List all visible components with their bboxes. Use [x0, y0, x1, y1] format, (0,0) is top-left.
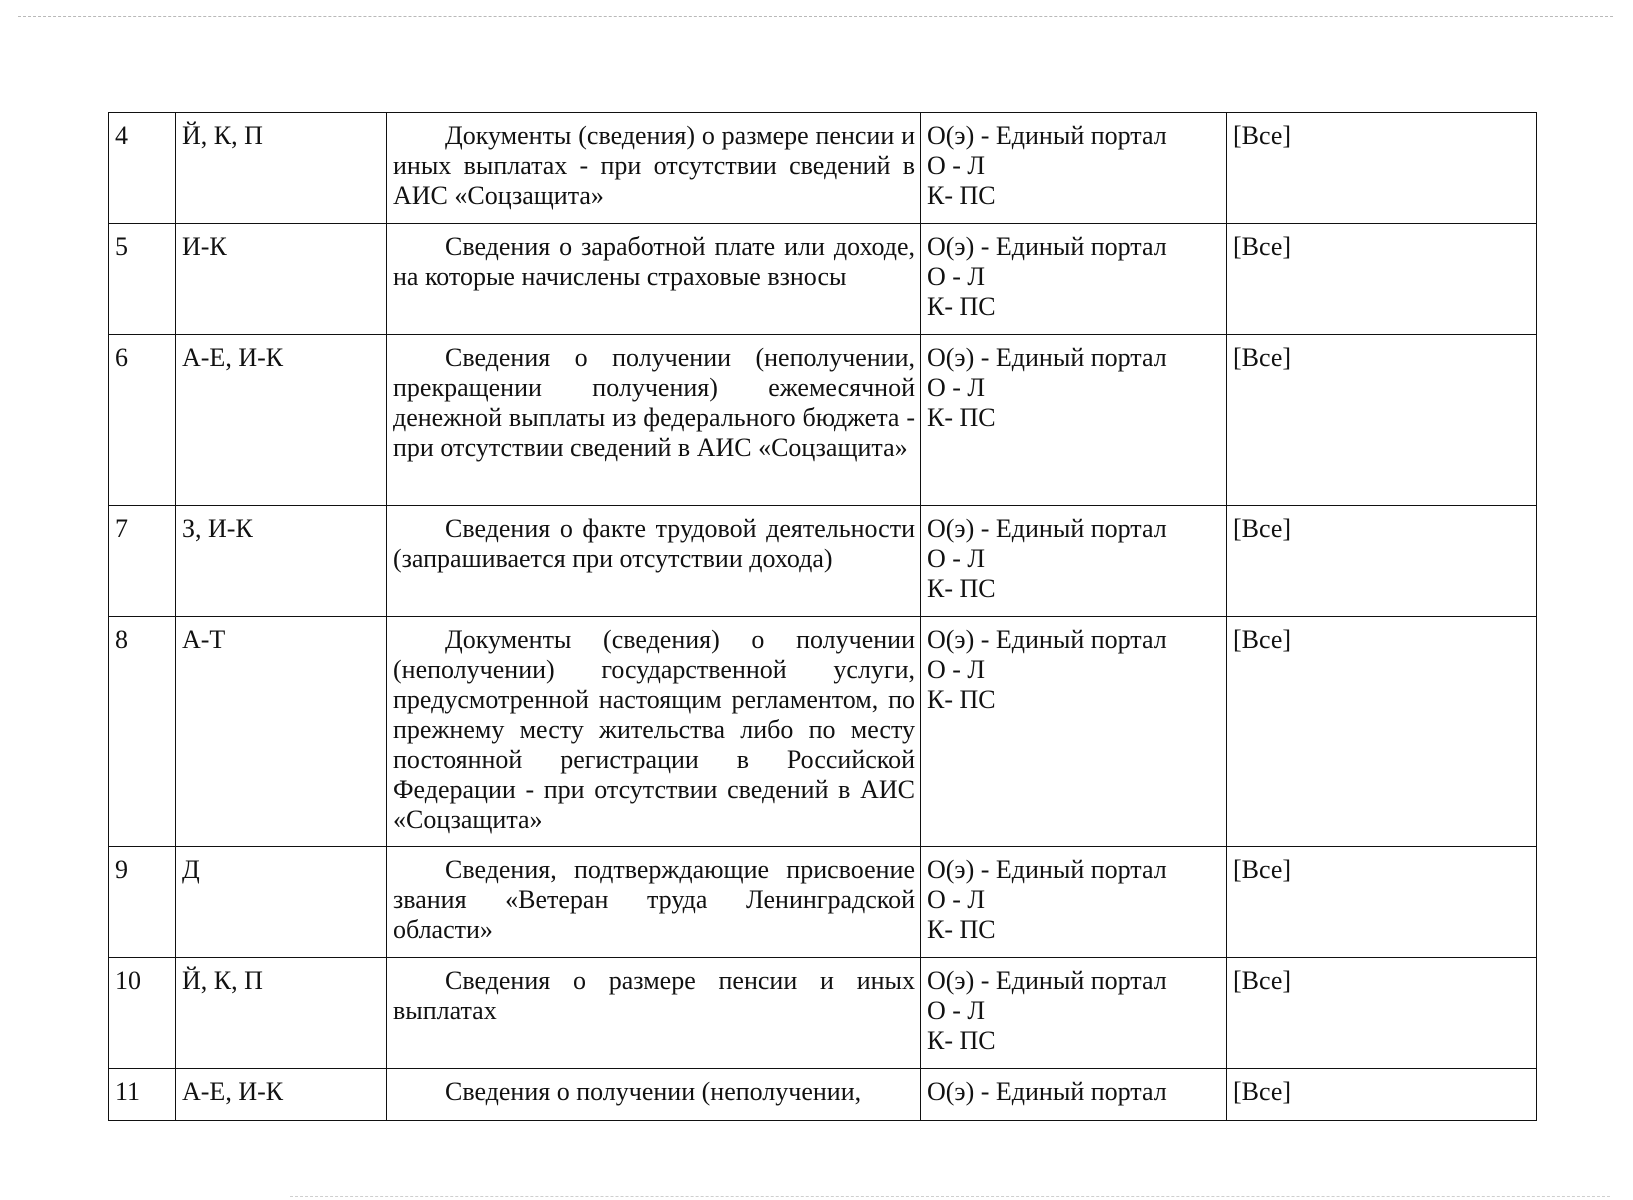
applicability: [Все] [1227, 113, 1537, 224]
submission-methods [921, 847, 1227, 958]
category-codes: Й, К, П [176, 113, 387, 224]
row-number: 5 [109, 224, 176, 335]
method-line: К- ПС [927, 403, 996, 432]
row-number: 4 [109, 113, 176, 224]
documents-table [108, 112, 1537, 1121]
method-line: О(э) - Единый портал [927, 343, 1167, 372]
submission-methods [921, 506, 1227, 617]
method-line: О - Л [927, 262, 986, 291]
row-number: 7 [109, 506, 176, 617]
category-codes: А-Т [176, 617, 387, 847]
row-number: 6 [109, 335, 176, 506]
category-codes: А-Е, И-К [176, 335, 387, 506]
submission-methods [921, 958, 1227, 1069]
document-description: Сведения о заработной плате или доходе, на которые начислены страховые взносы [387, 224, 921, 335]
category-codes: А-Е, И-К [176, 1069, 387, 1121]
document-description: Документы (сведения) о размере пенсии и иных выплатах - при отсутствии сведений в АИС «Соцзащита» [387, 113, 921, 224]
method-line: О - Л [927, 996, 986, 1025]
submission-methods [921, 113, 1227, 224]
row-number: 9 [109, 847, 176, 958]
table-row [109, 224, 1537, 335]
row-number: 8 [109, 617, 176, 847]
table-row [109, 847, 1537, 958]
method-line: К- ПС [927, 1026, 996, 1055]
method-line: О(э) - Единый портал [927, 966, 1167, 995]
scan-edge-bottom [290, 1196, 1610, 1197]
method-line: К- ПС [927, 574, 996, 603]
document-description: Сведения о факте трудовой деятельности (запрашивается при отсутствии дохода) [387, 506, 921, 617]
method-line: К- ПС [927, 685, 996, 714]
method-line: О(э) - Единый портал [927, 232, 1167, 261]
submission-methods [921, 1069, 1227, 1121]
document-description: Сведения о получении (неполучении, прекращении получения) ежемесячной денежной выплаты из федерального бюджета - при отсутствии сведений в АИС «Соцзащита» [387, 335, 921, 506]
document-description: Сведения о получении (неполучении, [387, 1069, 921, 1121]
table-row [109, 1069, 1537, 1121]
method-line: О - Л [927, 151, 986, 180]
table-row [109, 335, 1537, 506]
category-codes: Й, К, П [176, 958, 387, 1069]
scan-edge-top [18, 16, 1613, 17]
category-codes: З, И-К [176, 506, 387, 617]
method-line: О(э) - Единый портал [927, 855, 1167, 884]
category-codes: И-К [176, 224, 387, 335]
method-line: О - Л [927, 373, 986, 402]
method-line: О - Л [927, 544, 986, 573]
table-row [109, 506, 1537, 617]
document-description: Документы (сведения) о получении (неполучении) государственной услуги, предусмотренной настоящим регламентом, по прежнему месту жительства либо по месту постоянной регистрации в Российской Федерации - при отсутствии сведений в АИС «Соцзащита» [387, 617, 921, 847]
method-line: О(э) - Единый портал [927, 514, 1167, 543]
applicability: [Все] [1227, 847, 1537, 958]
document-description: Сведения о размере пенсии и иных выплатах [387, 958, 921, 1069]
submission-methods [921, 617, 1227, 847]
table-row [109, 958, 1537, 1069]
table-row [109, 113, 1537, 224]
method-line: О - Л [927, 655, 986, 684]
method-line: К- ПС [927, 292, 996, 321]
applicability: [Все] [1227, 224, 1537, 335]
method-line: О(э) - Единый портал [927, 1077, 1167, 1106]
table-row [109, 617, 1537, 847]
applicability: [Все] [1227, 335, 1537, 506]
submission-methods [921, 224, 1227, 335]
method-line: О(э) - Единый портал [927, 625, 1167, 654]
method-line: К- ПС [927, 915, 996, 944]
applicability: [Все] [1227, 506, 1537, 617]
category-codes: Д [176, 847, 387, 958]
document-description: Сведения, подтверждающие присвоение звания «Ветеран труда Ленинградской области» [387, 847, 921, 958]
row-number: 11 [109, 1069, 176, 1121]
applicability: [Все] [1227, 958, 1537, 1069]
submission-methods [921, 335, 1227, 506]
method-line: О(э) - Единый портал [927, 121, 1167, 150]
applicability: [Все] [1227, 617, 1537, 847]
method-line: К- ПС [927, 181, 996, 210]
method-line: О - Л [927, 885, 986, 914]
row-number: 10 [109, 958, 176, 1069]
applicability: [Все] [1227, 1069, 1537, 1121]
